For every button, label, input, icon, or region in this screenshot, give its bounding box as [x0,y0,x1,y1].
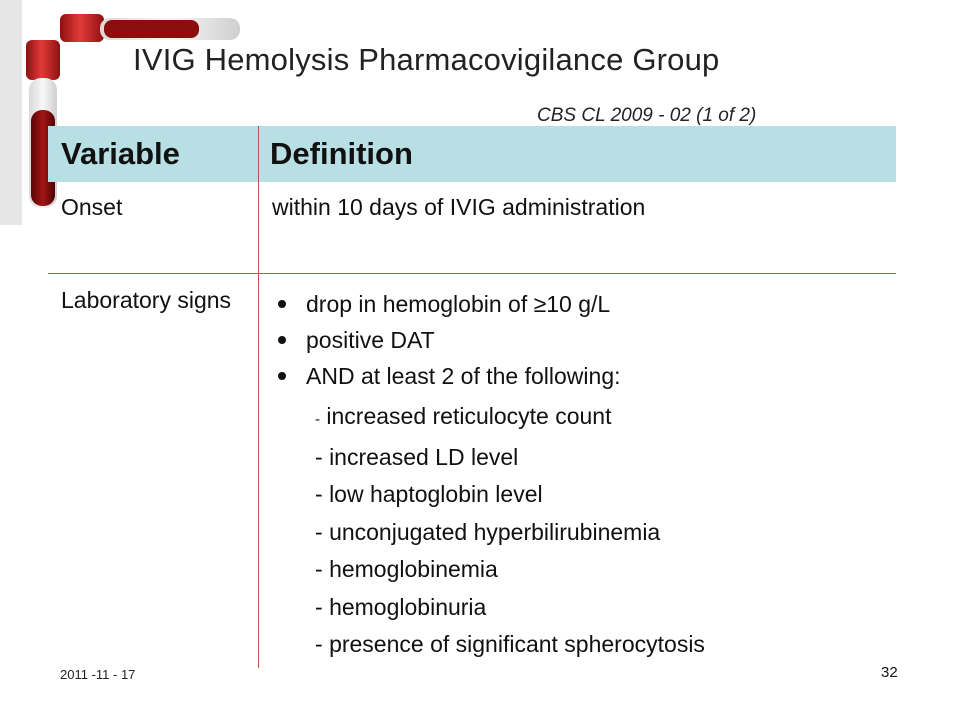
list-item: - low haptoglobin level [315,481,543,507]
criteria-sub-list [315,398,705,664]
bullet-icon [278,336,286,344]
column-divider [258,126,259,668]
list-item: - increased reticulocyte count [315,403,612,429]
page-number: 32 [881,664,898,681]
list-item: - unconjugated hyperbilirubinemia [315,518,661,545]
horizontal-tube-icon [60,14,240,42]
bullet-icon [278,300,286,308]
list-item: drop in hemoglobin of ≥10 g/L [272,286,621,322]
list-item: - increased LD level [315,443,519,470]
list-item: - hemoglobinuria [315,593,487,620]
onset-definition: within 10 days of IVIG administration [272,194,646,220]
slide-title: IVIG Hemolysis Pharmacovigilance Group [133,42,720,77]
column-header-definition: Definition [270,136,413,171]
list-item: AND at least 2 of the following: [272,358,621,394]
onset-variable: Onset [61,194,123,220]
blood-tubes-image [0,0,250,230]
column-header-variable: Variable [61,136,180,171]
footer-date: 2011 -11 - 17 [60,667,136,682]
list-item: positive DAT [272,322,621,358]
list-item: - presence of significant spherocytosis [315,631,705,657]
list-item: - hemoglobinemia [315,556,498,582]
laboratory-signs-variable: Laboratory signs [61,287,232,313]
bullet-icon [278,372,286,380]
row-divider [48,273,896,274]
vertical-tube-icon [26,40,60,208]
laboratory-bullet-list [272,286,621,394]
slide-subtitle: CBS CL 2009 - 02 (1 of 2) [537,105,757,126]
